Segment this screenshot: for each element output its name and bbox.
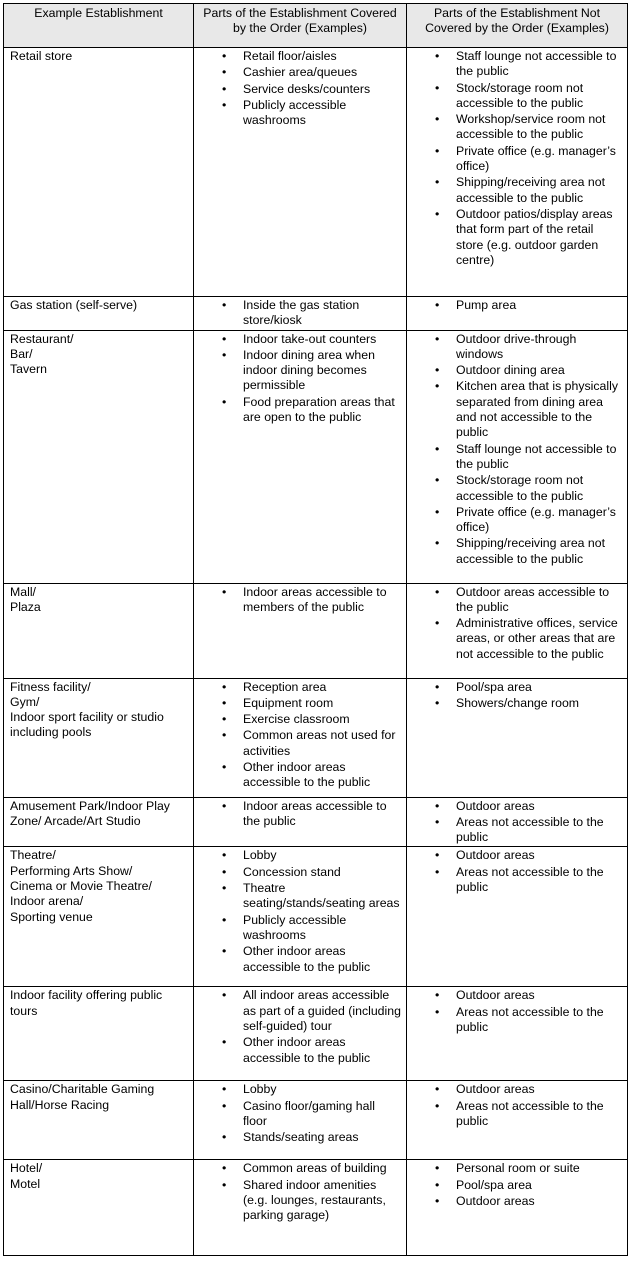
covered-item: • Indoor areas accessible to members of the public [243, 585, 402, 616]
establishment-line: Retail store [10, 49, 73, 63]
bullet-list [407, 585, 623, 662]
bullet-list [407, 988, 623, 1035]
bullet-list [407, 1082, 623, 1129]
establishment-line: Cinema or Movie Theatre/ [10, 879, 152, 894]
header-not-covered: Parts of the Establishment Not Covered by the Order (Examples) [407, 4, 628, 48]
covered-item: • Inside the gas station store/kiosk [243, 298, 402, 329]
establishment-line: Tavern [10, 362, 47, 377]
establishment-cell [4, 1081, 194, 1160]
establishment-line: Casino/Charitable Gaming Hall/Horse Racing [10, 1082, 155, 1112]
not-covered-item: • Kitchen area that is physically separated from dining area and not accessible to the public [456, 379, 623, 440]
not-covered-item: • Workshop/service room not accessible to the public [456, 112, 623, 143]
not-covered-cell [407, 678, 628, 797]
table-row [4, 583, 628, 678]
not-covered-cell [407, 48, 628, 297]
covered-item: • Service desks/counters [243, 82, 402, 97]
establishment-cell [4, 678, 194, 797]
not-covered-item: • Stock/storage room not accessible to the public [456, 473, 623, 504]
covered-item: • Publicly accessible washrooms [243, 913, 402, 944]
not-covered-cell [407, 330, 628, 583]
not-covered-item: • Areas not accessible to the public [456, 1005, 623, 1036]
not-covered-cell [407, 1160, 628, 1256]
bullet-list [194, 298, 402, 329]
covered-item: • Reception area [243, 680, 402, 695]
bullet-list [194, 799, 402, 830]
not-covered-item: • Outdoor areas [456, 1082, 623, 1097]
not-covered-item: • Personal room or suite [456, 1161, 623, 1176]
establishment-line: Theatre/ [10, 848, 56, 863]
not-covered-item: • Private office (e.g. manager’s office) [456, 505, 623, 536]
not-covered-cell [407, 847, 628, 987]
covered-item: • Food preparation areas that are open to the public [243, 395, 402, 426]
not-covered-item: • Outdoor areas accessible to the public [456, 585, 623, 616]
establishment-line: Sporting venue [10, 909, 93, 924]
covered-item: • Stands/seating areas [243, 1130, 402, 1145]
bullet-list [194, 1161, 402, 1223]
covered-item: • Retail floor/aisles [243, 49, 402, 64]
establishments-table [3, 3, 628, 1256]
not-covered-item: • Outdoor drive-through windows [456, 332, 623, 363]
covered-item: • Shared indoor amenities (e.g. lounges, restaurants, parking garage) [243, 1178, 402, 1224]
bullet-list [194, 1082, 402, 1145]
establishment-line: Performing Arts Show/ [10, 863, 133, 878]
establishment-cell [4, 583, 194, 678]
establishment-cell [4, 847, 194, 987]
covered-item: • Concession stand [243, 865, 402, 880]
table-row [4, 330, 628, 583]
bullet-list [194, 332, 402, 426]
covered-item: • All indoor areas accessible as part of a guided (including self-guided) tour [243, 988, 402, 1034]
covered-cell [194, 48, 407, 297]
not-covered-cell [407, 987, 628, 1081]
covered-cell [194, 797, 407, 847]
covered-cell [194, 1160, 407, 1256]
covered-cell [194, 847, 407, 987]
not-covered-item: • Outdoor patios/display areas that form part of the retail store (e.g. outdoor garden centre) [456, 207, 623, 268]
table-row [4, 797, 628, 847]
not-covered-item: • Outdoor areas [456, 848, 623, 863]
bullet-list [407, 1161, 623, 1209]
establishment-line: Mall/ [10, 584, 36, 599]
not-covered-item: • Private office (e.g. manager’s office) [456, 144, 623, 175]
covered-item: • Indoor areas accessible to the public [243, 799, 402, 830]
establishment-line: Gym/ [10, 694, 40, 709]
not-covered-item: • Shipping/receiving area not accessible to the public [456, 536, 623, 567]
bullet-list [407, 799, 623, 846]
covered-item: • Common areas of building [243, 1161, 402, 1176]
establishment-cell [4, 797, 194, 847]
covered-item: • Cashier area/queues [243, 65, 402, 80]
not-covered-item: • Pump area [456, 298, 623, 313]
bullet-list [407, 298, 623, 313]
covered-item: • Casino floor/gaming hall floor [243, 1099, 402, 1130]
not-covered-item: • Areas not accessible to the public [456, 1099, 623, 1130]
not-covered-item: • Outdoor areas [456, 988, 623, 1003]
not-covered-cell [407, 1081, 628, 1160]
bullet-list [407, 332, 623, 567]
covered-cell [194, 678, 407, 797]
covered-cell [194, 583, 407, 678]
covered-item: • Equipment room [243, 696, 402, 711]
establishment-line: Motel [10, 1176, 41, 1191]
bullet-list [194, 848, 402, 974]
establishment-line: Plaza [10, 599, 41, 614]
covered-item: • Publicly accessible washrooms [243, 98, 402, 129]
not-covered-item: • Administrative offices, service areas, or other areas that are not accessible to the public [456, 616, 623, 662]
establishment-line: Fitness facility/ [10, 679, 91, 694]
covered-item: • Other indoor areas accessible to the public [243, 944, 402, 975]
bullet-list [407, 49, 623, 268]
establishment-line: Amusement Park/Indoor Play Zone/ Arcade/Art Studio [10, 798, 170, 828]
table-row [4, 48, 628, 297]
establishment-cell [4, 1160, 194, 1256]
covered-item: • Other indoor areas accessible to the public [243, 1035, 402, 1066]
establishment-line: Indoor sport facility or studio including pools [10, 710, 164, 740]
table-row [4, 678, 628, 797]
table-row [4, 847, 628, 987]
not-covered-cell [407, 583, 628, 678]
table-row [4, 297, 628, 331]
not-covered-item: • Stock/storage room not accessible to the public [456, 81, 623, 112]
table-row [4, 1081, 628, 1160]
establishment-cell [4, 987, 194, 1081]
bullet-list [407, 848, 623, 895]
not-covered-item: • Showers/change room [456, 696, 623, 711]
not-covered-item: • Pool/spa area [456, 680, 623, 695]
covered-cell [194, 987, 407, 1081]
not-covered-cell [407, 297, 628, 331]
establishment-line: Bar/ [10, 346, 33, 361]
table-body [4, 48, 628, 1256]
covered-item: • Theatre seating/stands/seating areas [243, 881, 402, 912]
not-covered-cell [407, 797, 628, 847]
header-row [4, 4, 628, 48]
not-covered-item: • Staff lounge not accessible to the public [456, 49, 623, 80]
not-covered-item: • Outdoor areas [456, 1194, 623, 1209]
not-covered-item: • Staff lounge not accessible to the public [456, 442, 623, 473]
covered-cell [194, 1081, 407, 1160]
not-covered-item: • Shipping/receiving area not accessible to the public [456, 175, 623, 206]
bullet-list [194, 988, 402, 1065]
bullet-list [194, 49, 402, 128]
not-covered-item: • Outdoor areas [456, 799, 623, 814]
establishment-line: Hotel/ [10, 1161, 43, 1176]
establishment-line: Restaurant/ [10, 331, 74, 346]
covered-item: • Lobby [243, 848, 402, 863]
bullet-list [194, 680, 402, 791]
not-covered-item: • Pool/spa area [456, 1178, 623, 1193]
covered-cell [194, 330, 407, 583]
establishment-line: Gas station (self-serve) [10, 298, 138, 312]
establishment-cell [4, 330, 194, 583]
not-covered-item: • Outdoor dining area [456, 363, 623, 378]
establishment-cell [4, 48, 194, 297]
establishment-line: Indoor arena/ [10, 894, 84, 909]
header-covered: Parts of the Establishment Covered by the Order (Examples) [194, 4, 407, 48]
covered-item: • Indoor dining area when indoor dining becomes permissible [243, 348, 402, 394]
bullet-list [194, 585, 402, 616]
covered-item: • Indoor take-out counters [243, 332, 402, 347]
establishment-cell [4, 297, 194, 331]
table-row [4, 987, 628, 1081]
table-row [4, 1160, 628, 1256]
header-establishment: Example Establishment [4, 4, 194, 48]
covered-item: • Lobby [243, 1082, 402, 1097]
covered-item: • Common areas not used for activities [243, 728, 402, 759]
covered-item: • Exercise classroom [243, 712, 402, 727]
covered-item: • Other indoor areas accessible to the public [243, 760, 402, 791]
not-covered-item: • Areas not accessible to the public [456, 815, 623, 846]
covered-cell [194, 297, 407, 331]
establishment-line: Indoor facility offering public tours [10, 988, 163, 1018]
bullet-list [407, 680, 623, 712]
not-covered-item: • Areas not accessible to the public [456, 865, 623, 896]
